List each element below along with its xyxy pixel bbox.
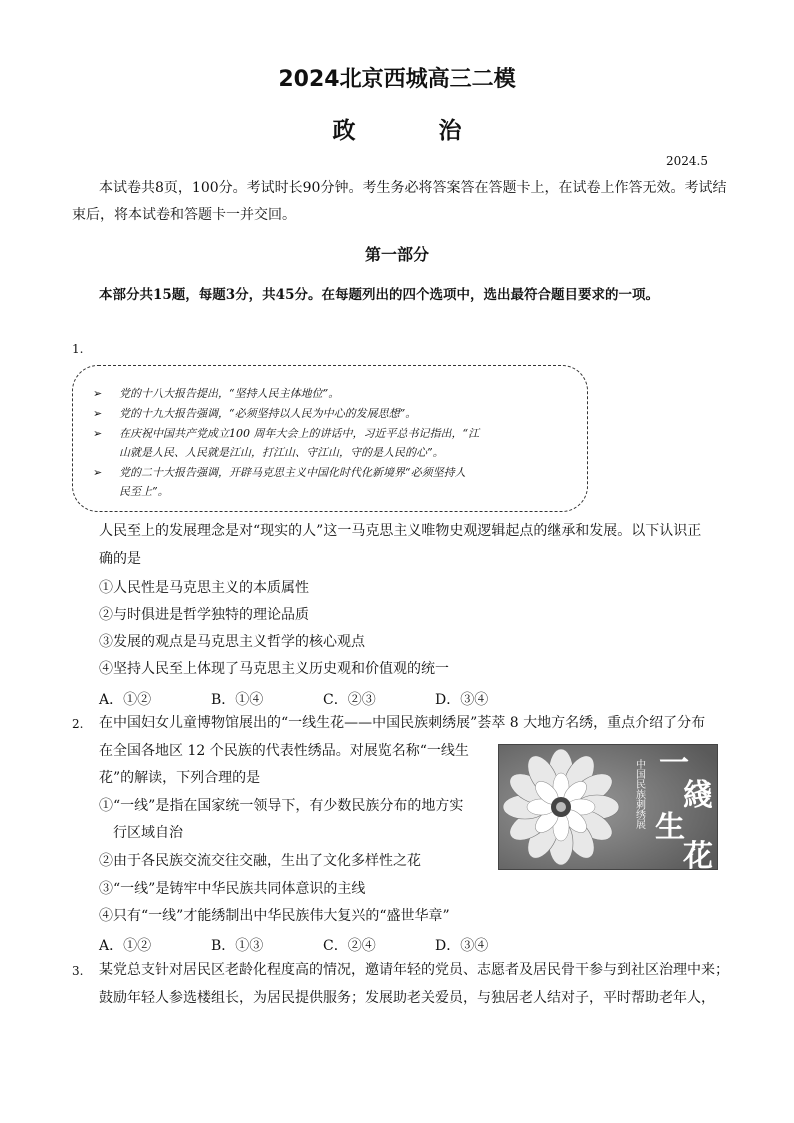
question-2-stem: 在中国妇女儿童博物馆展出的“一线生花——中国民族刺绣展”荟萃 8 大地方名绣，重点介绍了分布 — [99, 715, 706, 731]
poster-char: 一 — [659, 746, 689, 781]
poster-side-text: 中国民族刺绣展 — [633, 759, 645, 829]
poster-char: 花 — [683, 839, 713, 869]
quote-box — [72, 365, 588, 512]
question-2-stem-continued: 在全国各地区 12 个民族的代表性绣品。对展览名称“一线生 — [99, 743, 469, 759]
question-1-item: ①人民性是马克思主义的本质属性 — [99, 580, 309, 596]
embroidery-poster-image — [499, 745, 717, 869]
option-d[interactable]: D．③④ — [435, 692, 489, 708]
intro-line-1: 本试卷共8页，100分。考试时长90分钟。考生务必将答案答在答题卡上，在试卷上作答无效。考试结 — [99, 180, 727, 196]
quote-text: 山就是人民、人民就是江山，打江山、守江山，守的是人民的心”。 — [119, 446, 444, 459]
question-2-options — [99, 935, 547, 955]
question-2-item: ③“一线”是铸牢中华民族共同体意识的主线 — [99, 881, 366, 897]
arrow-icon: ➢ — [93, 407, 103, 420]
option-c[interactable]: C．②③ — [323, 692, 376, 708]
question-1-item: ②与时俱进是哲学独特的理论品质 — [99, 607, 309, 623]
part-title: 第一部分 — [364, 245, 429, 264]
exam-date: 2024.5 — [666, 154, 708, 168]
embroidery-exhibition-poster — [498, 744, 718, 870]
arrow-icon: ➢ — [93, 466, 103, 479]
quote-text: 在庆祝中国共产党成立100 周年大会上的讲话中，习近平总书记指出，“江 — [119, 427, 480, 440]
part-description: 本部分共15题，每题3分，共45分。在每题列出的四个选项中，选出最符合题目要求的一项。 — [99, 287, 659, 303]
question-1-item: ③发展的观点是马克思主义哲学的核心观点 — [99, 634, 365, 650]
question-2-item: ④只有“一线”才能绣制出中华民族伟大复兴的“盛世华章” — [99, 908, 450, 924]
option-b[interactable]: B．①③ — [211, 938, 264, 954]
option-a[interactable]: A．①② — [99, 692, 152, 708]
quote-text: 党的二十大报告强调，开辟马克思主义中国化时代化新境界“必须坚持人 — [119, 466, 466, 479]
question-3-stem-continued: 鼓励年轻人参选楼组长，为居民提供服务；发展助老关爱员，与独居老人结对子，平时帮助老年人， — [99, 990, 715, 1006]
option-b[interactable]: B．①④ — [211, 692, 264, 708]
question-2-item: ②由于各民族交流交往交融，生出了文化多样性之花 — [99, 853, 421, 869]
question-2-number: 2. — [72, 717, 84, 731]
question-2-stem-continued: 花”的解读，下列合理的是 — [99, 770, 261, 786]
poster-char: 綫 — [683, 778, 713, 813]
quote-text: 民至上”。 — [119, 485, 169, 498]
intro-line-2: 束后，将本试卷和答题卡一并交回。 — [72, 207, 296, 223]
question-3-number: 3. — [72, 964, 84, 978]
exam-title: 2024北京西城高三二模 — [278, 67, 516, 92]
subject-title: 政 治 — [332, 118, 492, 144]
arrow-icon: ➢ — [93, 427, 103, 440]
question-1-item: ④坚持人民至上体现了马克思主义历史观和价值观的统一 — [99, 661, 449, 677]
question-2-item: ①“一线”是指在国家统一领导下，有少数民族分布的地方实 — [99, 798, 464, 814]
question-1-stem-continued: 确的是 — [99, 551, 141, 567]
question-1-stem: 人民至上的发展理念是对“现实的人”这一马克思主义唯物史观逻辑起点的继承和发展。以下认识正 — [99, 523, 702, 539]
question-1-options — [99, 689, 547, 709]
question-2-item-continued: 行区域自治 — [113, 825, 183, 841]
question-1-number: 1. — [72, 342, 84, 356]
option-a[interactable]: A．①② — [99, 938, 152, 954]
poster-char: 生 — [655, 810, 685, 845]
option-d[interactable]: D．③④ — [435, 938, 489, 954]
option-c[interactable]: C．②④ — [323, 938, 376, 954]
quote-text: 党的十八大报告提出，“坚持人民主体地位”。 — [119, 387, 340, 400]
quote-text: 党的十九大报告强调，“必须坚持以人民为中心的发展思想”。 — [119, 407, 417, 420]
arrow-icon: ➢ — [93, 387, 103, 400]
question-3-stem: 某党总支针对居民区老龄化程度高的情况，邀请年轻的党员、志愿者及居民骨干参与到社区治理中来； — [99, 962, 729, 978]
